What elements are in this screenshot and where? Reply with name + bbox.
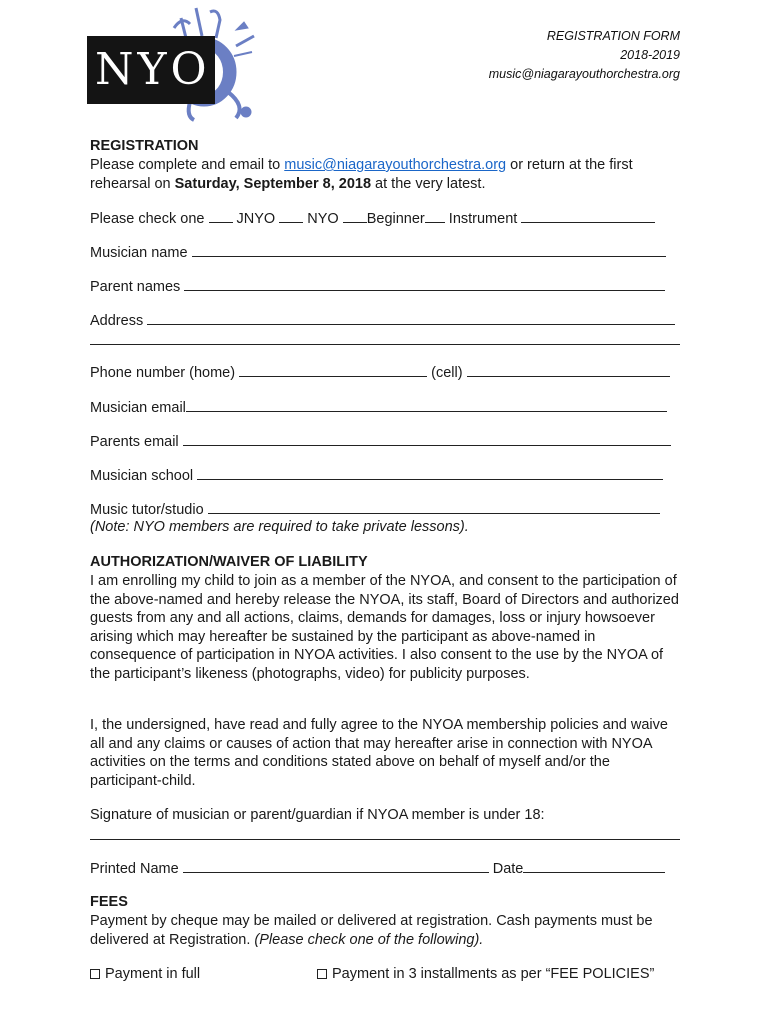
instrument-check-field[interactable]	[425, 209, 445, 223]
parents-email-row: Parents email	[90, 432, 680, 452]
fees-text: Payment by cheque may be mailed or delivered at registration. Cash payments must be delivered at Registration. (Please check one of the following).	[90, 913, 653, 948]
musician-name-field[interactable]	[192, 243, 666, 257]
parents-email-field[interactable]	[183, 432, 671, 446]
form-year: 2018-2019	[620, 48, 680, 62]
address-row: Address	[90, 311, 680, 331]
phone-cell-field[interactable]	[467, 363, 670, 377]
nyo-check-field[interactable]	[279, 209, 303, 223]
checkbox-icon[interactable]	[90, 969, 100, 979]
instrument-field[interactable]	[521, 209, 655, 223]
printed-name-row: Printed Name Date	[90, 859, 680, 879]
printed-name-field[interactable]	[183, 859, 489, 873]
logo-text: NYO	[87, 36, 215, 104]
email-link[interactable]: music@niagarayouthorchestra.org	[284, 157, 507, 173]
parent-names-field[interactable]	[184, 277, 665, 291]
signature-label: Signature of musician or parent/guardian if NYOA member is under 18:	[90, 807, 545, 823]
signature-field[interactable]	[90, 839, 680, 840]
address-field[interactable]	[147, 311, 675, 325]
registration-intro: Please complete and email to music@niagarayouthorchestra.org or return at the first rehearsal on Saturday, September 8, 2018 at the very latest.	[90, 157, 633, 192]
lessons-note: (Note: NYO members are required to take private lessons).	[90, 519, 469, 535]
phone-home-field[interactable]	[239, 363, 427, 377]
beginner-check-field[interactable]	[343, 209, 367, 223]
payment-full-option[interactable]: Payment in full	[90, 965, 200, 984]
musician-name-row: Musician name	[90, 243, 680, 263]
musician-school-field[interactable]	[197, 466, 663, 480]
checkbox-icon[interactable]	[317, 969, 327, 979]
fees-heading: FEES	[90, 894, 128, 910]
musician-email-field[interactable]	[186, 398, 667, 412]
form-title: REGISTRATION FORM	[546, 29, 680, 43]
date-field[interactable]	[523, 859, 665, 873]
music-tutor-row: Music tutor/studio	[90, 500, 680, 520]
parent-names-row: Parent names	[90, 277, 680, 297]
jnyo-check-field[interactable]	[209, 209, 233, 223]
form-header	[489, 27, 680, 84]
rehearsal-date: Saturday, September 8, 2018	[174, 175, 372, 192]
payment-installments-option[interactable]: Payment in 3 installments as per “FEE POLICIES”	[317, 965, 654, 984]
waiver-paragraph-2: I, the undersigned, have read and fully agree to the NYOA membership policies and waive all and any claims or causes of action that may hereafter arise in connection with NYOA activities on the terms and conditions stated above on behalf of myself and/or the participant-child.	[90, 717, 668, 789]
address-line-2[interactable]	[90, 344, 680, 345]
music-tutor-field[interactable]	[208, 500, 660, 514]
phone-row: Phone number (home) (cell)	[90, 363, 680, 383]
waiver-paragraph-1: I am enrolling my child to join as a member of the NYOA, and consent to the participation of the above-named and hereby release the NYOA, its staff, Board of Directors and authorized guests from any and all actions, claims, demands for damages, loss or injury howsoever arising which may hereafter be sustained by the participant as above-named in consequence of participation in NYOA activities. I also consent to the use by the NYOA of the participant’s likeness (photographs, video) for publicity purposes.	[90, 573, 679, 682]
registration-heading: REGISTRATION	[90, 138, 199, 154]
program-choice-row: Please check one JNYO NYO Beginner Instrument	[90, 209, 680, 229]
musician-school-row: Musician school	[90, 466, 680, 486]
waiver-heading: AUTHORIZATION/WAIVER OF LIABILITY	[90, 554, 368, 570]
header-email: music@niagarayouthorchestra.org	[488, 67, 680, 81]
musician-email-row: Musician email	[90, 398, 680, 418]
